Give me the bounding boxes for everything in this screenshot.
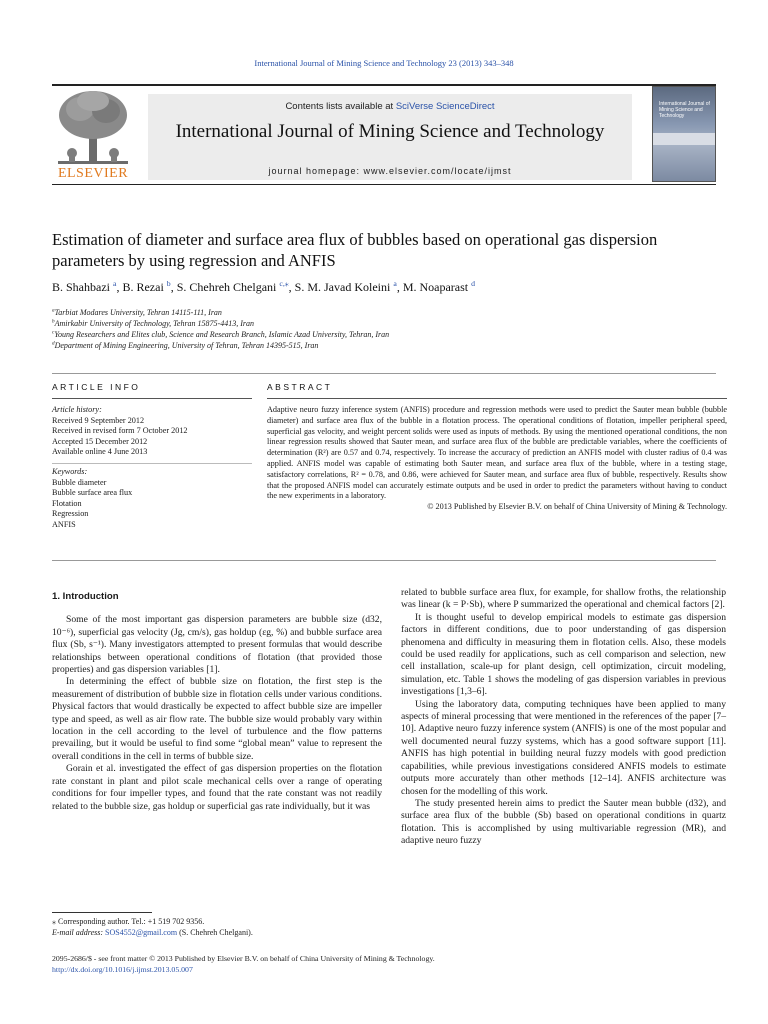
author-name[interactable]: S. Chehreh Chelgani [176,280,277,294]
keywords-divider [52,463,252,464]
contents-line [148,101,632,112]
contents-prefix: Contents lists available at [285,101,396,112]
body-paragraph: The study presented herein aims to predict the Sauter mean bubble (d32), and surface area flux of the bubble (Sb) based on operational conditions in quartz flotation. This is accomplished by using multivariable regression (MR), and adaptive neuro fuzzy [401,797,726,847]
keywords-label: Keywords: [52,466,88,476]
body-paragraph: It is thought useful to develop empirical models to estimate gas dispersion factors in different conditions, due to poor understanding of gas dispersion phenomena and difficulty in measuring them in flotation cells. Also, these models could be used readily for applications, such as cell comparison and selection, new cell installation, scale-up for plant design, cell optimization, circuit modeling, simulation, etc. Table 1 shows the modeling of gas dispersion variables in previous investigations [1,3–6]. [401,611,726,698]
masthead-bottom-rule [52,184,716,185]
keyword-item: Regression [52,509,89,519]
cover-title-text: International Journal of Mining Science and Technology [659,101,710,119]
author-affiliation-marker[interactable]: c,⁎ [279,279,289,288]
cover-stripe [653,133,715,145]
body-paragraph: Using the laboratory data, computing techniques have been applied to many aspects of mineral processing that were mentioned in the references of the paper [7–10]. Adaptive neuro fuzzy inference system (ANFIS) is one of the most popular and well documented neural fuzzy systems, which has a good software support [11]. ANFIS has high potential in building neural fuzzy models with good prediction capabilities, while previous investigations considered ANFIS models to estimate outputs more accurately than other methods [12–14]. ANFIS architecture was chosen for the modelling of this work. [401,698,726,797]
masthead-top-rule [52,84,716,86]
keyword-item: Flotation [52,498,82,508]
author-list: B. Shahbazi $^a$, B. Rezai $^b$, S. Chehreh Chelgani $^{c,⁎}$, S. M. Javad Koleini $^a$, M. Noaparast $^d$ [52,279,476,294]
journal-homepage-link[interactable]: journal homepage: www.elsevier.com/locate/ijmst [268,166,512,176]
front-matter-rule [52,373,716,374]
corresponding-author-line: ⁎ Corresponding author. Tel.: +1 519 702 9356. [52,917,205,926]
body-paragraph: related to bubble surface area flux, for example, for shallow froths, the relationship was linear (k = P·Sb), where P summarized the operational and chemical factors [2]. [401,587,726,611]
body-paragraph: In determining the effect of bubble size on flotation, the first step is the measurement of distribution of bubble size in flotation cells under various conditions. Physical factors that would drastically be expected to affect bubble size are impeller type and speed, as well as air flow rate. The bubble size would probably vary within location in the cell according to the level of turbulence and the flow patterns prevailing, but it would be useful to find some “global mean” value to represent the overall conditions in the cell in terms of bubble size. [52,676,382,762]
affiliation-item: $^d$Department of Mining Engineering, University of Tehran, Tehran 14395-515, Iran [52,340,319,350]
email-suffix: (S. Chehreh Chelgani). [177,928,253,937]
footnote-rule [52,912,152,913]
history-item: Available online 4 June 2013 [52,447,148,457]
author-name[interactable]: B. Shahbazi [52,280,110,294]
journal-cover-thumbnail[interactable] [652,86,716,182]
elsevier-wordmark[interactable]: ELSEVIER [57,166,129,181]
author-name[interactable]: B. Rezai [122,280,164,294]
journal-citation[interactable]: International Journal of Mining Science and Technology 23 (2013) 343–348 [254,58,514,68]
body-column-left [52,591,382,813]
abstract-panel [267,405,727,513]
keyword-item: Bubble diameter [52,477,107,487]
article-info-heading: ARTICLE INFO [52,382,141,392]
journal-title: International Journal of Mining Science and Technology [175,121,605,142]
body-paragraph: Some of the most important gas dispersion parameters are bubble size (d32, 10⁻⁶), superficial gas velocity (Jg, cm/s), gas holdup (εg, %) and bubble surface area flux (Sb, s⁻¹). Many investigators attempted to present formulas that would describe relationships between operational conditions of flotation (that provided those properties) and gas dispersion variables [1]. [52,614,382,676]
sciencedirect-link[interactable]: SciVerse ScienceDirect [395,101,495,112]
abstract-bottom-rule [52,560,716,561]
affiliation-item: $^b$Amirkabir University of Technology, Tehran 15875-4413, Iran [52,318,254,328]
author-affiliation-marker[interactable]: b [166,279,171,288]
footer-copyright: 2095-2686/$ - see front matter © 2013 Published by Elsevier B.V. on behalf of China University of Mining & Technology. [52,954,435,963]
author-affiliation-marker[interactable]: a [393,279,397,288]
body-column-right [401,587,726,848]
article-title: Estimation of diameter and surface area flux of bubbles based on operational gas dispersion parameters by using regression and ANFIS [52,230,658,270]
abstract-heading: ABSTRACT [267,382,333,392]
page-footer [52,953,716,975]
keyword-item: ANFIS [52,519,76,529]
abstract-copyright: © 2013 Published by Elsevier B.V. on behalf of China University of Mining & Technology. [427,502,727,512]
article-info-rule [52,398,252,399]
email-line [52,927,382,938]
email-label: E-mail address: [52,928,106,937]
author-affiliation-marker[interactable]: a [113,279,117,288]
author-name[interactable]: S. M. Javad Koleini [294,280,391,294]
doi-link[interactable]: http://dx.doi.org/10.1016/j.ijmst.2013.05.007 [52,965,193,974]
history-label: Article history: [52,405,102,414]
affiliation-item: $^c$Young Researchers and Elites club, Science and Research Branch, Islamic Azad University, Tehran, Iran [52,329,390,339]
body-paragraph: Gorain et al. investigated the effect of gas dispersion properties on the flotation rate constant in plant and pilot scale mechanical cells over a range of operating conditions for four impeller types, and found that the rate constant was not readily related to the bubble size, gas holdup or superficial gas rate individually, but it was [52,763,382,812]
email-link[interactable]: SOS4552@gmail.com [105,928,178,937]
keyword-item: Bubble surface area flux [52,488,133,498]
journal-header-band [148,94,632,180]
history-item: Received in revised form 7 October 2012 [52,426,188,436]
abstract-rule [267,398,727,399]
masthead [52,84,716,184]
author-affiliation-marker[interactable]: d [471,279,476,288]
author-name[interactable]: M. Noaparast [402,280,469,294]
article-info-panel [52,405,252,531]
affiliation-item: $^a$Tarbiat Modares University, Tehran 14115-111, Iran [52,307,222,317]
corresponding-author-footnote [52,916,382,938]
history-item: Accepted 15 December 2012 [52,436,148,446]
affiliation-list [52,307,712,351]
intro-heading: 1. Introduction [52,591,119,602]
abstract-text: Adaptive neuro fuzzy inference system (ANFIS) procedure and regression methods were used to predict the Sauter mean bubble (bubble diameter) and surface area flux of the bubble in a flotation process. The operational conditions of flotation, impeller peripheral speed, superficial gas velocity, and weight percent solids were used as inputs of methods. By using the mentioned operational conditions, the non linear regression results showed that Sauter mean, and surface area flux of the bubble are predictable variables, where the coefficients of determination (R²) are 0.57 and 0.74, respectively. To increase the accuracy of prediction an ANFIS model with cluster radius of 0.4 was applied. ANFIS model was capable of estimating both Sauter mean, and surface area flux of the bubble, where in a testing stage, satisfactory correlations, R² = 0.78, and 0.86, were achieved for Sauter mean, and surface area flux of bubble, respectively. Results show that the proposed ANFIS model can accurately estimate outputs and be used in order to predict the parameters without having to conduct the new experiments in a laboratory. [267,405,727,501]
history-item: Received 9 September 2012 [52,415,145,425]
